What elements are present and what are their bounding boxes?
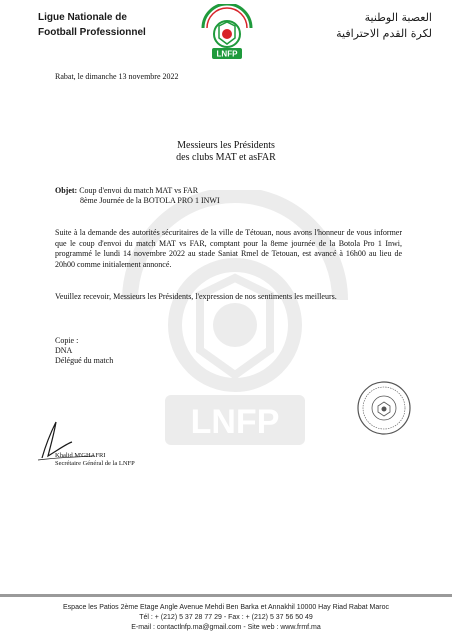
footer-divider <box>0 594 452 597</box>
addressee-line1: Messieurs les Présidents <box>177 140 275 151</box>
org-name-arabic <box>322 10 432 42</box>
subject-block <box>55 186 220 206</box>
body-paragraph-2: Veuillez recevoir, Messieurs les Présidents, l'expression de nos sentiments les meilleurs. <box>55 292 337 301</box>
footer-address: Espace les Patios 2ème Etage Angle Avenue Mehdi Ben Barka et Annakhil 10000 Hay Riad Rabat Maroc <box>63 604 389 611</box>
lnfp-logo <box>195 4 259 66</box>
org-name-fr-line2: Football Professionnel <box>38 27 146 38</box>
addressee-line2: des clubs MAT et asFAR <box>176 152 276 163</box>
logo-text: LNFP <box>216 49 238 59</box>
footer-phone-fax: Tél : + (212) 5 37 28 77 29 - Fax : + (212) 5 37 56 50 49 <box>139 614 313 621</box>
copy-recipients <box>55 336 113 366</box>
org-name-fr-line1: Ligue Nationale de <box>38 12 127 23</box>
letter-date: Rabat, le dimanche 13 novembre 2022 <box>55 72 179 81</box>
copy-label: Copie : <box>55 336 79 345</box>
body-paragraph-1: Suite à la demande des autorités sécuritaires de la ville de Tétouan, nous avons l'honneur de vous informer que le coup d'envoi du match MAT vs FAR, comptant pour la 8eme journée de la Botola Pro 1 Inwi, programmé le lundi 14 novembre 2022 au stade Saniat Rmel de Tetouan, est avancé à 16h00 au lieu de 20h00 comme initialement annoncé. <box>55 228 402 269</box>
org-name-french <box>38 10 148 40</box>
signatory-title: Secrétaire Général de la LNFP <box>55 460 135 467</box>
copy-item-dna: DNA <box>55 346 73 355</box>
subject-line1: Coup d'envoi du match MAT vs FAR <box>79 186 199 195</box>
subject-label: Objet: <box>55 186 78 195</box>
org-name-ar-line1: العصبة الوطنية <box>364 11 432 24</box>
addressee-block <box>0 140 452 164</box>
footer-email-web: E-mail : contactlnfp.ma@gmail.com - Site web : www.frmf.ma <box>131 624 321 631</box>
copy-item-delegate: Délégué du match <box>55 356 114 365</box>
official-stamp <box>356 380 412 436</box>
signatory-name: Khalid M'GHAFRI <box>55 452 106 459</box>
subject-line2: 8ème Journée de la BOTOLA PRO 1 INWI <box>80 196 220 205</box>
watermark-text: LNFP <box>190 403 280 441</box>
org-name-ar-line2: لكرة القدم الاحترافية <box>336 27 432 40</box>
signatory <box>55 452 135 468</box>
footer-contact <box>0 603 452 633</box>
